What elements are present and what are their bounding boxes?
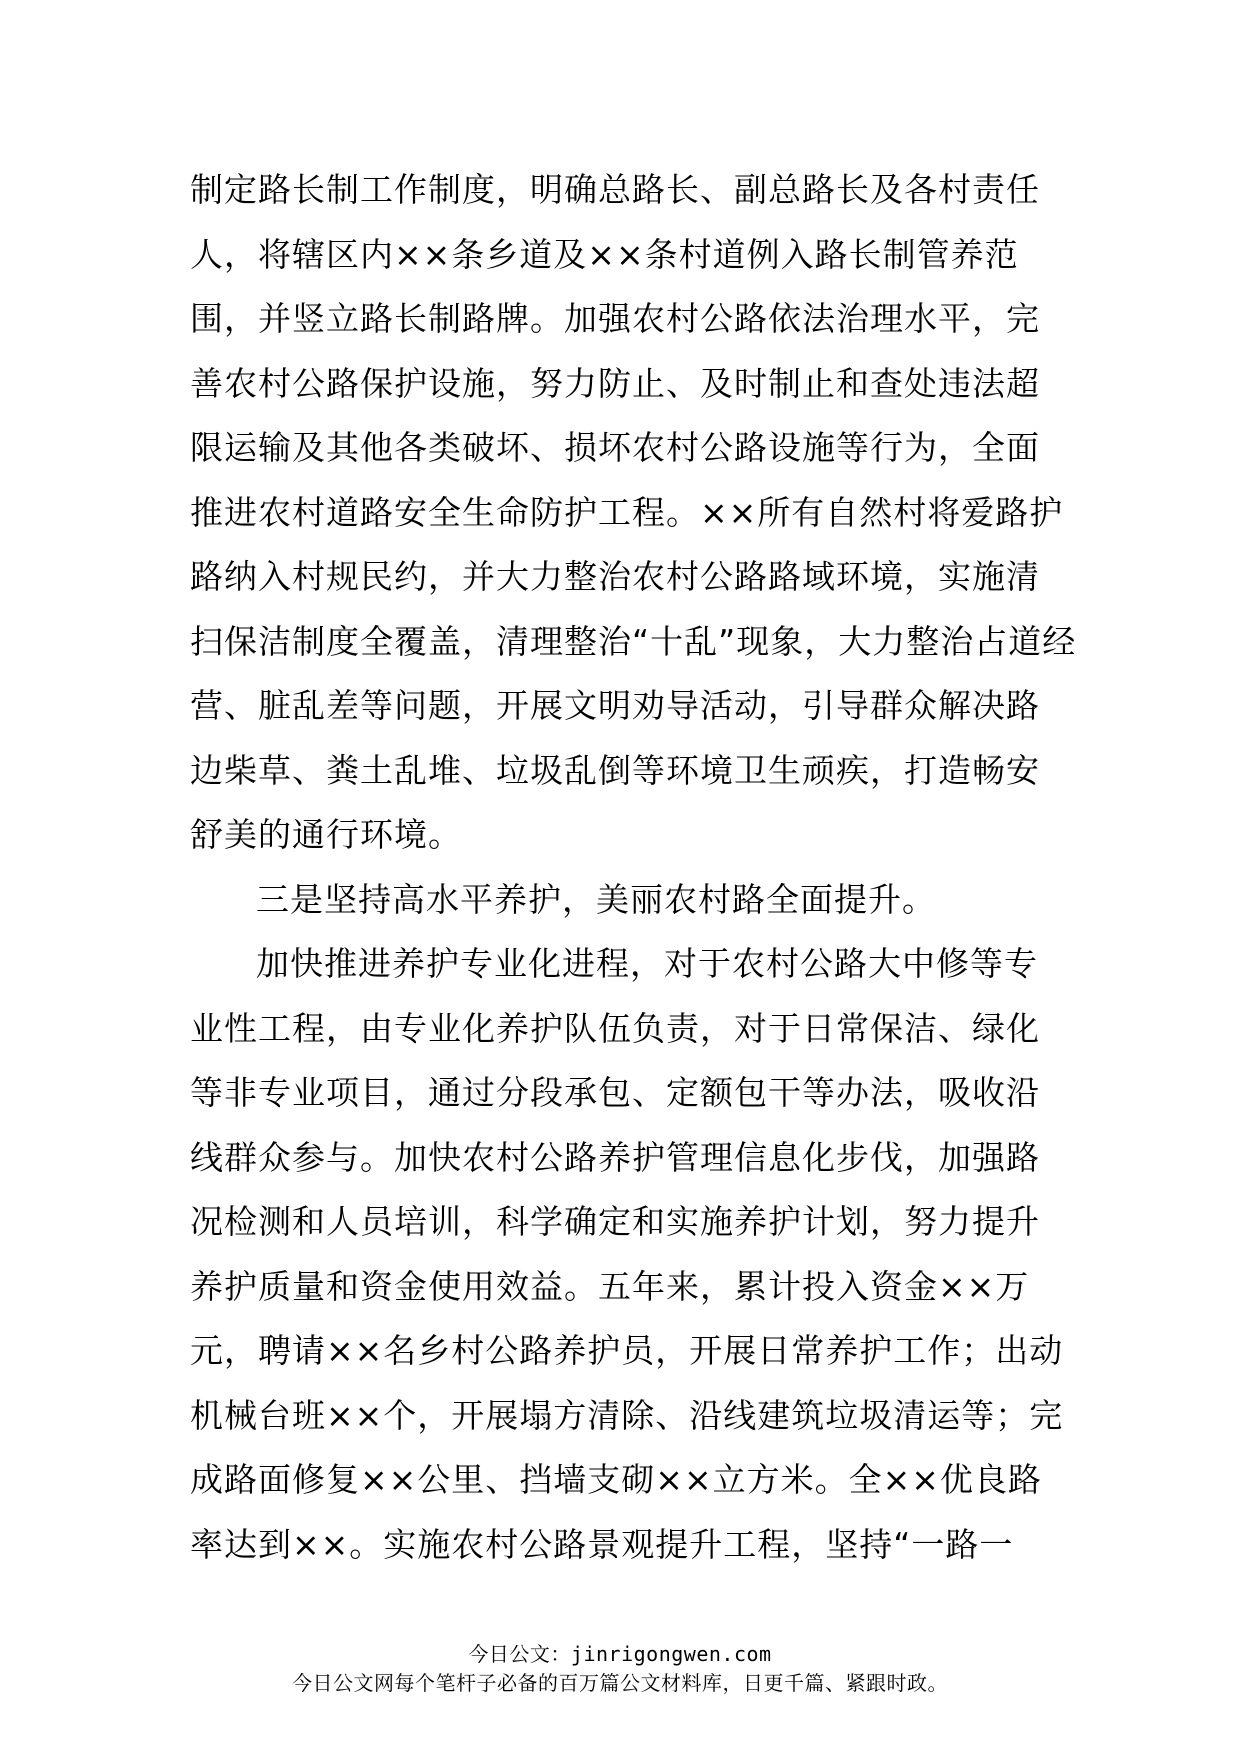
- text-line: 制定路长制工作制度，明确总路长、副总路长及各村责任: [190, 170, 1040, 209]
- text-line: 况检测和人员培训，科学确定和实施养护计划，努力提升: [190, 1202, 1040, 1241]
- footer-site: [0, 1640, 1240, 1668]
- text-line: 人，将辖区内××条乡道及××条村道例入路长制管养范: [190, 234, 1019, 274]
- text-line: 善农村公路保护设施，努力防止、及时制止和查处违法超: [190, 363, 1040, 403]
- text-line: 加快推进养护专业化进程，对于农村公路大中修等专: [256, 944, 1038, 983]
- text-line: 线群众参与。加快农村公路养护管理信息化步伐，加强路: [190, 1137, 1040, 1177]
- footer-tagline: 今日公文网每个笔杆子必备的百万篇公文材料库，日更千篇、紧跟时政。: [292, 1671, 948, 1695]
- text-line: 机械台班××个，开展塌方清除、沿线建筑垃圾清运等；完: [190, 1395, 1064, 1435]
- footer-site-url[interactable]: jinrigongwen.com: [570, 1642, 772, 1666]
- text-line: 元，聘请××名乡村公路养护员，开展日常养护工作；出动: [190, 1331, 1064, 1370]
- text-line: 率达到××。实施农村公路景观提升工程，坚持“一路一: [190, 1524, 1014, 1564]
- text-line: 业性工程，由专业化养护队伍负责，对于日常保洁、绿化: [190, 1008, 1040, 1048]
- text-line: 边柴草、粪土乱堆、垃圾乱倒等环境卫生顽疾，打造畅安: [190, 750, 1040, 790]
- text-line: 围，并竖立路长制路牌。加强农村公路依法治理水平，完: [190, 299, 1040, 338]
- text-line: 等非专业项目，通过分段承包、定额包干等办法，吸收沿: [190, 1073, 1040, 1112]
- text-line: 成路面修复××公里、挡墙支砌××立方米。全××优良路: [190, 1460, 1042, 1499]
- page-footer: [0, 1640, 1240, 1698]
- text-line: 养护质量和资金使用效益。五年来，累计投入资金××万: [190, 1266, 1030, 1306]
- text-line: 限运输及其他各类破坏、损坏农村公路设施等行为，全面: [190, 428, 1040, 467]
- footer-site-label: 今日公文：: [468, 1642, 571, 1666]
- text-line: 营、脏乱差等问题，开展文明劝导活动，引导群众解决路: [190, 686, 1040, 725]
- document-body: [190, 158, 1077, 1577]
- section-heading: 三是坚持高水平养护，美丽农村路全面提升。: [256, 879, 936, 919]
- text-line: 推进农村道路安全生命防护工程。××所有自然村将爱路护: [190, 492, 1064, 532]
- text-line: 路纳入村规民约，并大力整治农村公路路域环境，实施清: [190, 557, 1040, 596]
- text-line: 扫保洁制度全覆盖，清理整治“十乱”现象，大力整治占道经: [190, 621, 1077, 661]
- text-line: 舒美的通行环境。: [190, 815, 462, 854]
